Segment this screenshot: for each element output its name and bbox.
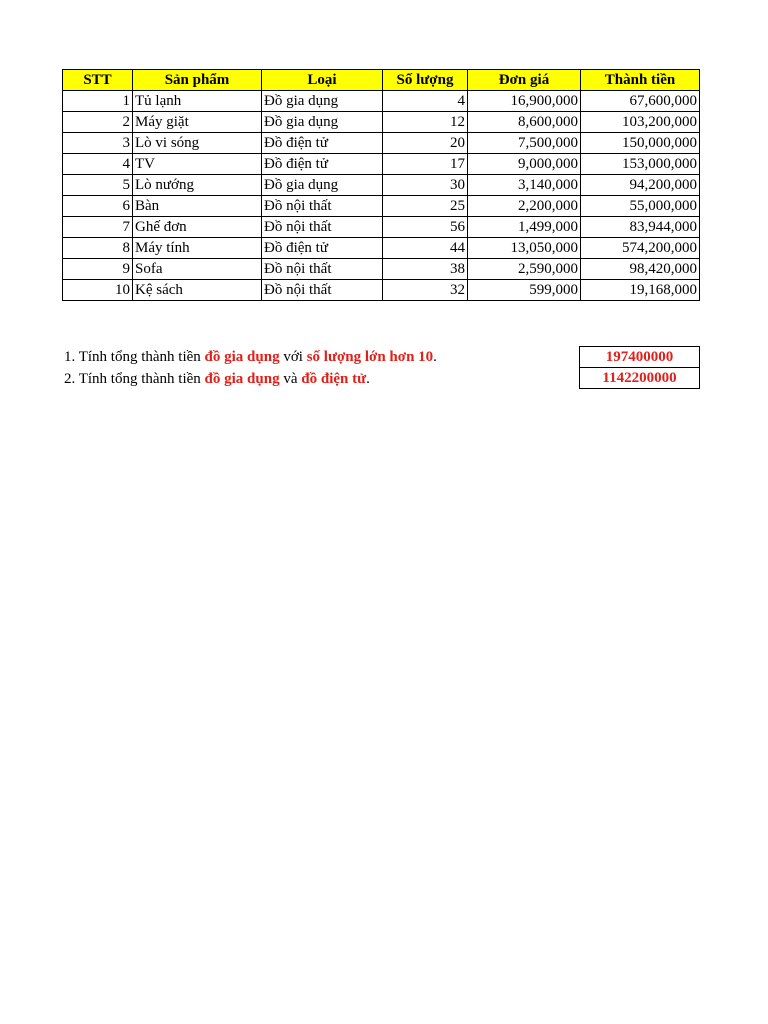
cell-product[interactable]: Lò vi sóng	[133, 133, 262, 154]
cell-product[interactable]: Máy tính	[133, 238, 262, 259]
question-list	[64, 346, 437, 390]
table-row	[63, 196, 700, 217]
cell-category[interactable]: Đồ nội thất	[262, 217, 383, 238]
cell-product[interactable]: Máy giặt	[133, 112, 262, 133]
cell-stt[interactable]: 4	[63, 154, 133, 175]
cell-category[interactable]: Đồ điện tử	[262, 238, 383, 259]
table-row	[63, 259, 700, 280]
cell-stt[interactable]: 3	[63, 133, 133, 154]
cell-product[interactable]: Kệ sách	[133, 280, 262, 301]
cell-product[interactable]: TV	[133, 154, 262, 175]
cell-total[interactable]: 94,200,000	[581, 175, 700, 196]
answer-cell-2[interactable]: 1142200000	[580, 368, 700, 389]
cell-total[interactable]: 19,168,000	[581, 280, 700, 301]
cell-stt[interactable]: 9	[63, 259, 133, 280]
cell-stt[interactable]: 1	[63, 91, 133, 112]
cell-stt[interactable]: 10	[63, 280, 133, 301]
header-category[interactable]: Loại	[262, 70, 383, 91]
question-text: .	[366, 371, 370, 387]
header-row	[63, 70, 700, 91]
cell-stt[interactable]: 2	[63, 112, 133, 133]
table-row	[63, 238, 700, 259]
cell-unit-price[interactable]: 2,200,000	[468, 196, 581, 217]
question-highlight: đồ điện tử	[301, 371, 367, 387]
cell-total[interactable]: 150,000,000	[581, 133, 700, 154]
answer-cells	[579, 346, 700, 389]
header-unit-price[interactable]: Đơn giá	[468, 70, 581, 91]
cell-unit-price[interactable]: 599,000	[468, 280, 581, 301]
cell-category[interactable]: Đồ gia dụng	[262, 112, 383, 133]
table-row	[63, 175, 700, 196]
question-2	[64, 368, 437, 390]
cell-category[interactable]: Đồ nội thất	[262, 259, 383, 280]
cell-total[interactable]: 153,000,000	[581, 154, 700, 175]
cell-quantity[interactable]: 4	[383, 91, 468, 112]
cell-quantity[interactable]: 32	[383, 280, 468, 301]
cell-product[interactable]: Bàn	[133, 196, 262, 217]
table-row	[63, 91, 700, 112]
cell-quantity[interactable]: 20	[383, 133, 468, 154]
cell-unit-price[interactable]: 2,590,000	[468, 259, 581, 280]
question-highlight: đồ gia dụng	[204, 371, 280, 387]
header-product[interactable]: Sản phẩm	[133, 70, 262, 91]
question-text: .	[433, 349, 437, 365]
cell-product[interactable]: Tủ lạnh	[133, 91, 262, 112]
header-quantity[interactable]: Số lượng	[383, 70, 468, 91]
cell-product[interactable]: Lò nướng	[133, 175, 262, 196]
cell-unit-price[interactable]: 1,499,000	[468, 217, 581, 238]
cell-quantity[interactable]: 17	[383, 154, 468, 175]
product-table	[62, 69, 700, 301]
cell-total[interactable]: 103,200,000	[581, 112, 700, 133]
cell-category[interactable]: Đồ điện tử	[262, 133, 383, 154]
table-row	[63, 133, 700, 154]
cell-stt[interactable]: 7	[63, 217, 133, 238]
header-total[interactable]: Thành tiền	[581, 70, 700, 91]
cell-total[interactable]: 574,200,000	[581, 238, 700, 259]
table-row	[63, 154, 700, 175]
cell-category[interactable]: Đồ điện tử	[262, 154, 383, 175]
table-row	[63, 280, 700, 301]
cell-stt[interactable]: 8	[63, 238, 133, 259]
cell-category[interactable]: Đồ gia dụng	[262, 91, 383, 112]
cell-unit-price[interactable]: 13,050,000	[468, 238, 581, 259]
cell-stt[interactable]: 5	[63, 175, 133, 196]
question-1	[64, 346, 437, 368]
question-text: 1. Tính tổng thành tiền	[64, 349, 205, 365]
cell-quantity[interactable]: 25	[383, 196, 468, 217]
cell-total[interactable]: 83,944,000	[581, 217, 700, 238]
question-text: 2. Tính tổng thành tiền	[64, 371, 205, 387]
cell-category[interactable]: Đồ gia dụng	[262, 175, 383, 196]
answer-cell-1[interactable]: 197400000	[580, 347, 700, 368]
cell-category[interactable]: Đồ nội thất	[262, 280, 383, 301]
table-row	[63, 112, 700, 133]
cell-total[interactable]: 55,000,000	[581, 196, 700, 217]
header-stt[interactable]: STT	[63, 70, 133, 91]
cell-product[interactable]: Sofa	[133, 259, 262, 280]
cell-total[interactable]: 67,600,000	[581, 91, 700, 112]
cell-unit-price[interactable]: 3,140,000	[468, 175, 581, 196]
cell-unit-price[interactable]: 16,900,000	[468, 91, 581, 112]
question-highlight: số lượng lớn hơn 10	[306, 349, 434, 365]
question-text: và	[279, 371, 302, 387]
cell-quantity[interactable]: 38	[383, 259, 468, 280]
cell-stt[interactable]: 6	[63, 196, 133, 217]
cell-unit-price[interactable]: 8,600,000	[468, 112, 581, 133]
cell-unit-price[interactable]: 9,000,000	[468, 154, 581, 175]
cell-total[interactable]: 98,420,000	[581, 259, 700, 280]
cell-quantity[interactable]: 30	[383, 175, 468, 196]
table-row	[63, 217, 700, 238]
cell-quantity[interactable]: 12	[383, 112, 468, 133]
question-text: với	[279, 349, 307, 365]
cell-product[interactable]: Ghế đơn	[133, 217, 262, 238]
cell-quantity[interactable]: 56	[383, 217, 468, 238]
cell-quantity[interactable]: 44	[383, 238, 468, 259]
cell-category[interactable]: Đồ nội thất	[262, 196, 383, 217]
question-highlight: đồ gia dụng	[204, 349, 280, 365]
cell-unit-price[interactable]: 7,500,000	[468, 133, 581, 154]
